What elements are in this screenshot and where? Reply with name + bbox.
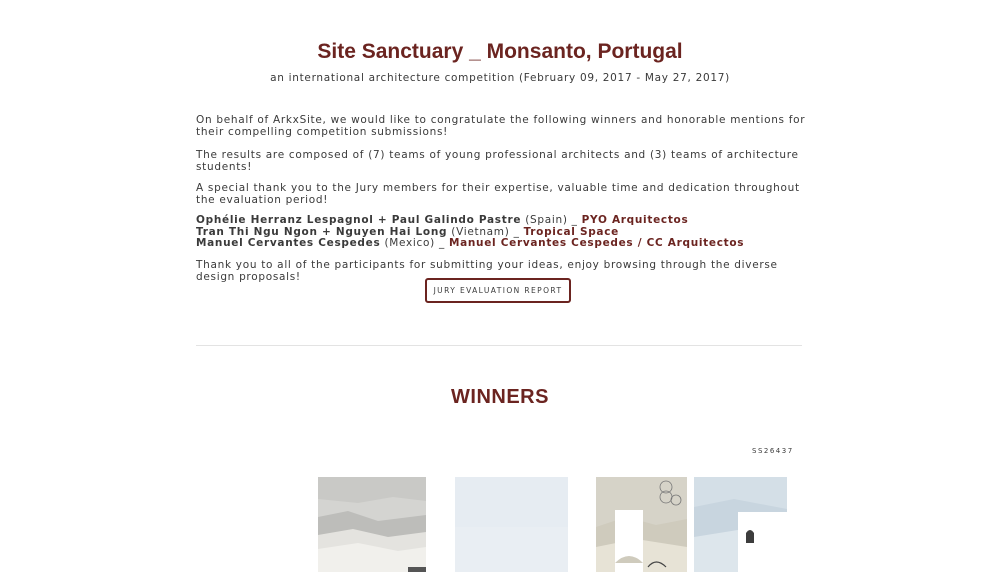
jury-evaluation-report-button[interactable]: JURY EVALUATION REPORT — [425, 278, 571, 303]
winner-names: Tran Thi Ngu Ngon + Nguyen Hai Long — [196, 225, 448, 238]
winner-entry — [196, 238, 806, 250]
winner-office-link[interactable]: Tropical Space — [523, 225, 619, 238]
intro-paragraph: On behalf of ArkxSite, we would like to congratulate the following winners and honorable mentions for their compelling competition submissions! — [196, 114, 806, 138]
winner-board-thumbnail-4[interactable] — [694, 477, 787, 572]
winner-board-thumbnail-3[interactable] — [596, 477, 687, 572]
winner-country: (Mexico) _ — [380, 237, 449, 249]
winners-heading: WINNERS — [451, 386, 549, 408]
results-content — [196, 114, 806, 283]
jury-thanks-paragraph: A special thank you to the Jury members for their expertise, valuable time and dedication throughout the evaluation period! — [196, 182, 800, 206]
winner-board-thumbnail-2[interactable] — [455, 477, 568, 572]
winner-names: Manuel Cervantes Cespedes — [196, 237, 381, 249]
winner-board-thumbnail-1[interactable] — [318, 477, 426, 572]
section-divider — [196, 345, 802, 346]
winner-names: Ophélie Herranz Lespagnol + Paul Galindo Pastre — [196, 214, 522, 226]
winner-office-link[interactable]: PYO Arquitectos — [581, 214, 689, 226]
entry-code-label: SS26437 — [752, 447, 794, 455]
winner-office-link[interactable]: Manuel Cervantes Cespedes / CC Arquitectos — [448, 237, 745, 249]
closing-paragraph: Thank you to all of the participants for submitting your ideas, enjoy browsing through the diverse design proposals! — [196, 258, 778, 283]
results-paragraph: The results are composed of (7) teams of young professional architects and (3) teams of architecture students! — [196, 149, 799, 173]
page-title: Site Sanctuary _ Monsanto, Portugal — [317, 40, 683, 63]
winner-country: (Vietnam) _ — [447, 225, 524, 238]
competition-subtitle: an international architecture competition (February 09, 2017 - May 27, 2017) — [270, 72, 730, 84]
winner-country: (Spain) _ — [521, 214, 582, 226]
